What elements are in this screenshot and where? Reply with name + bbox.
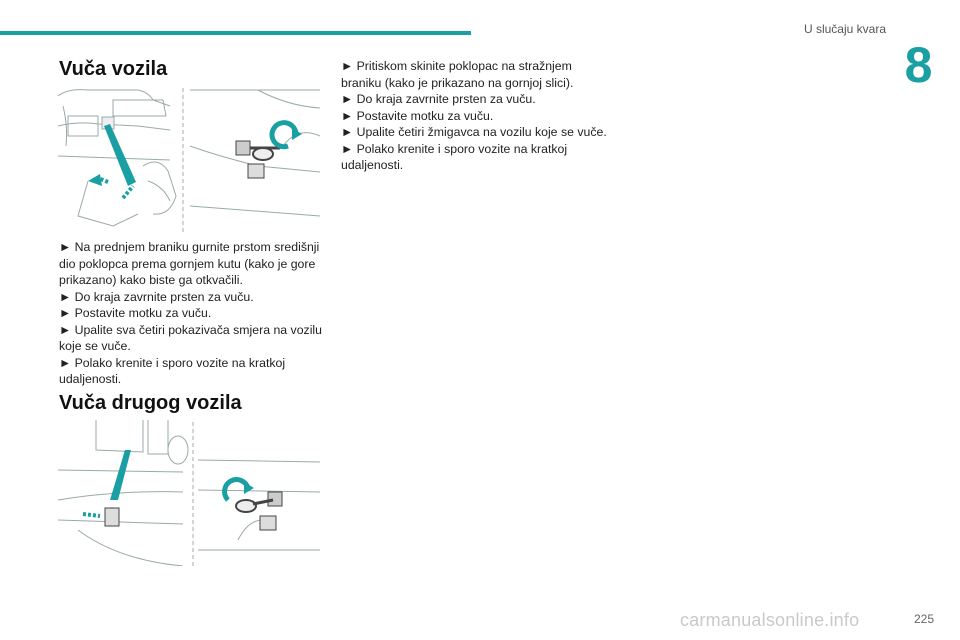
- section-title-towing-another-vehicle: Vuča drugog vozila: [59, 392, 242, 414]
- towing-another-instructions: [341, 58, 611, 174]
- instruction-step: ► Do kraja zavrnite prsten za vuču.: [59, 289, 254, 304]
- instruction-step: ► Postavite motku za vuču.: [59, 306, 212, 320]
- instruction-step: ► Upalite četiri žmigavca na vozilu koje se vuče.: [341, 125, 607, 139]
- instruction-step: ► Do kraja zavrnite prsten za vuču.: [341, 92, 536, 106]
- chapter-number: 8: [904, 37, 933, 93]
- instruction-step: ► Na prednjem braniku gurnite prstom središnji dio poklopca prema gornjem kutu (kako je gore prikazano) kako biste ga otkvačili.: [59, 240, 320, 287]
- front-bumper-cover-illustration: [58, 86, 320, 232]
- instruction-step: ► Upalite sva četiri pokazivača smjera na vozilu koje se vuče.: [59, 322, 322, 353]
- header-accent-bar: [0, 31, 471, 35]
- watermark: carmanualsonline.info: [680, 610, 860, 630]
- chapter-badge: [891, 36, 946, 94]
- instruction-step: ► Polako krenite i sporo vozite na kratkoj udaljenosti.: [59, 355, 286, 386]
- section-title-vehicle-towing: Vuča vozila: [59, 58, 168, 80]
- instruction-step: ► Polako krenite i sporo vozite na kratkoj udaljenosti.: [341, 141, 568, 172]
- page-number: 225: [913, 612, 934, 626]
- towing-instructions: [59, 239, 329, 388]
- instruction-step: ► Pritiskom skinite poklopac na stražnjem braniku (kako je prikazano na gornjoj slici).: [341, 59, 574, 90]
- chapter-title: U slučaju kvara: [803, 22, 886, 36]
- instruction-step: ► Postavite motku za vuču.: [341, 108, 494, 123]
- rear-bumper-cover-illustration: [58, 420, 320, 566]
